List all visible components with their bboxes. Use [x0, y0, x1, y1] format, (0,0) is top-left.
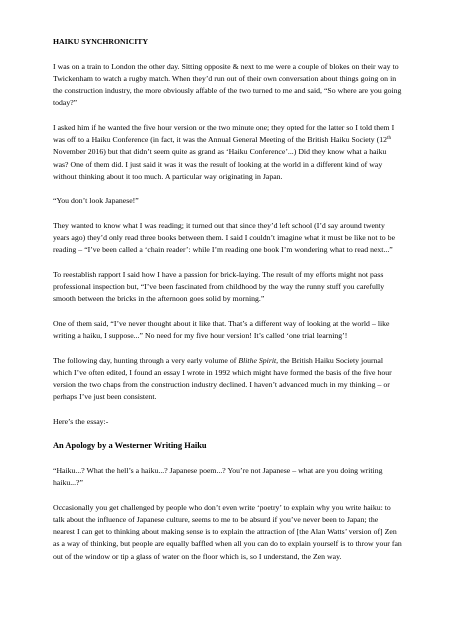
- paragraph-text: I asked him if he wanted the five hour version or the two minute one; they opted for the latter so I told them I was off to a Haiku Conference (in fact, it was the Annual General Meeting of the British Haiku Society (12: [53, 122, 395, 144]
- paragraph-five-hour-version: [53, 122, 402, 183]
- journal-title: Blithe Spirit: [238, 355, 277, 365]
- paragraph-train-journey: I was on a train to London the other day. Sitting opposite & next to me were a couple of blokes on their way to Twickenham to watch a rugby match. When they’d run out of their own conversation about things going on in the construction industry, the more obviously affable of the two turned to me and said, “So where are you going today?”: [53, 61, 402, 108]
- paragraph-quote-japanese: “You don’t look Japanese!”: [53, 196, 139, 206]
- paragraph-blithe-spirit: [53, 355, 402, 404]
- paragraph-text: The following day, hunting through a very early volume of: [53, 355, 239, 365]
- paragraph-zen-way: Occasionally you get challenged by people who don’t even write ‘poetry’ to explain why you write haiku: to talk about the influence of Japanese culture, seems to me to be absurd if you’ve never been to Japan; the nearest I can get to thinking about making sense is to explain the attraction of [the Alan Watts’ version of] Zen as a way of thinking, but people are equally baffled when all you can do to explain yourself is to throw your fan out of the window or tip a glass of water on the floor which is, so I understand, the Zen way.: [53, 502, 402, 561]
- document-title: HAIKU SYNCHRONICITY: [53, 37, 149, 46]
- paragraph-essay-intro: Here’s the essay:-: [53, 416, 109, 426]
- paragraph-what-is-haiku: “Haiku...? What the hell’s a haiku...? Japanese poem...? You’re not Japanese – what are you doing writing haiku...?”: [53, 465, 383, 487]
- paragraph-reading: They wanted to know what I was reading; it turned out that since they’d left school (I’d say around twenty years ago) they’d only read three books between them. I said I couldn’t imagine what it must be like not to be reading – “I’ve been called a ‘chain reader’: while I’m reading one book I’m wondering what to read next...”: [53, 220, 396, 255]
- paragraph-different-way: One of them said, “I’ve never thought about it like that. That’s a different way of looking at the world – like writing a haiku, I suppose...” No need for my five hour version! It’s called ‘one trial learning’!: [53, 318, 390, 340]
- paragraph-text: November 2016) but that didn’t seem quite as grand as ‘Haiku Conference’...) Did they know what a haiku was? One of them did. I just said it was it was the result of looking at the world in a different kind of way without thinking about it too much. A particular way originating in Japan.: [53, 147, 387, 181]
- ordinal-suffix: th: [387, 136, 391, 141]
- paragraph-text: , the British Haiku Society journal which I’ve often edited, I found an essay I wrote in 1992 which might have formed the basis of the five hour version the two chaps from the construction industry declined. I haven’t advanced much in my thinking – or perhaps I’ve just been consistent.: [53, 355, 392, 402]
- essay-title: An Apology by a Westerner Writing Haiku: [53, 441, 207, 451]
- paragraph-brick-laying: To reestablish rapport I said how I have a passion for brick-laying. The result of my efforts might not pass professional inspection but, “I’ve been fascinated from childhood by the way the runny stuff you carefully smooth between the bricks in the afternoon goes solid by morning.”: [53, 269, 385, 304]
